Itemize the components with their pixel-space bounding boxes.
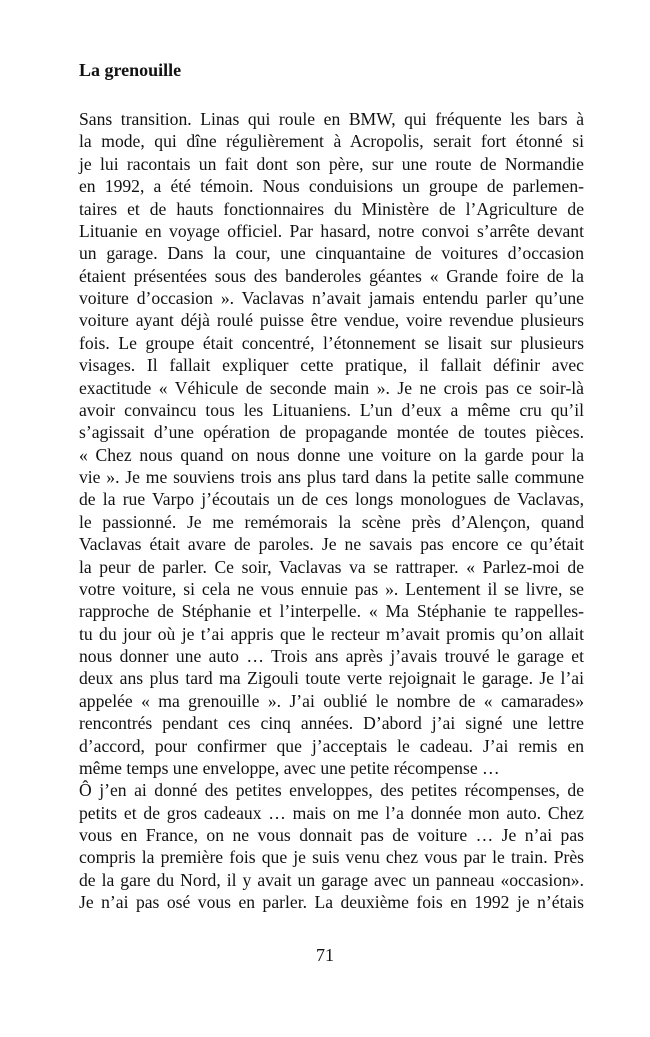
text-line: un garage. Dans la cour, une cinquantaine de voitures d’occasion (79, 243, 584, 264)
text-line: avoir convaincu tous les Lituaniens. L’un d’eux a même cru qu’il (79, 399, 584, 420)
text-line: vie ». Je me souviens trois ans plus tard dans la petite salle commune (79, 467, 584, 487)
text-line: Vaclavas était avare de paroles. Je ne savais pas encore ce qu’était (79, 534, 584, 555)
text-line: Sans transition. Linas qui roule en BMW, qui fréquente les bars à (79, 109, 584, 129)
text-line: même temps une enveloppe, avec une petite récompense … (79, 757, 500, 778)
text-line: de la gare du Nord, il y avait un garage avec un panneau «occasion». (79, 869, 584, 890)
text-line: voiture ayant déjà roulé puisse être vendue, voire revendue plusieurs (79, 310, 584, 331)
text-line: exactitude « Véhicule de seconde main ». Je ne crois pas ce soir-là (79, 377, 584, 398)
text-line: je lui racontais un fait dont son père, sur une route de Normandie (79, 153, 584, 174)
text-line: étaient présentées sous des banderoles géantes « Grande foire de la (79, 265, 584, 286)
body-text (79, 108, 584, 914)
text-line: tu du jour où je t’ai appris que le recteur m’avait promis qu’on allait (79, 623, 584, 644)
text-line: petits et de gros cadeaux … mais on me l’a donnée mon auto. Chez (79, 802, 584, 823)
text-line: la mode, qui dîne régulièrement à Acropolis, serait fort étonné si (79, 131, 584, 152)
section-title: La grenouille (79, 60, 182, 80)
text-line: rencontrés pendant ces cinq années. D’abord j’ai signé une lettre (79, 713, 584, 734)
text-line: Lituanie en voyage officiel. Par hasard, notre convoi s’arrête devant (79, 220, 584, 241)
text-line: votre voiture, si cela ne vous ennuie pas ». Lentement il se livre, se (79, 578, 584, 599)
text-line: « Chez nous quand on nous donne une voiture on la garde pour la (79, 444, 584, 465)
page-number: 71 (316, 945, 334, 965)
text-line: compris la première fois que je suis venu chez vous par le train. Près (79, 847, 584, 868)
text-line: rapproche de Stéphanie et l’interpelle. « Ma Stéphanie te rappelles- (79, 601, 584, 622)
text-line: Je n’ai pas osé vous en parler. La deuxième fois en 1992 je n’étais (79, 892, 584, 913)
text-line: d’accord, pour confirmer que j’acceptais le cadeau. J’ai remis en (79, 735, 584, 756)
text-line: fois. Le groupe était concentré, l’étonnement se lisait sur plusieurs (79, 332, 584, 353)
text-line: de la rue Varpo j’écoutais un de ces longs monologues de Vaclavas, (79, 489, 584, 510)
text-line: en 1992, a été témoin. Nous conduisions un groupe de parlemen- (79, 176, 584, 197)
text-line: s’agissait d’une opération de propagande montée de toutes pièces. (79, 422, 584, 443)
text-line: nous donner une auto … Trois ans après j’avais trouvé le garage et (79, 646, 584, 666)
text-line: taires et de hauts fonctionnaires du Ministère de l’Agriculture de (79, 198, 584, 219)
text-line: visages. Il fallait expliquer cette pratique, il fallait définir avec (79, 355, 584, 376)
text-line: voiture d’occasion ». Vaclavas n’avait jamais entendu parler qu’une (79, 288, 584, 308)
text-line: Ô j’en ai donné des petites enveloppes, des petites récompenses, de (79, 780, 584, 801)
text-line: la peur de parler. Ce soir, Vaclavas va se rattraper. « Parlez-moi de (79, 556, 584, 577)
text-line: vous en France, on ne vous donnait pas de voiture … Je n’ai pas (79, 825, 584, 845)
text-line: appelée « ma grenouille ». J’ai oublié le nombre de « camarades» (79, 690, 584, 711)
text-line: deux ans plus tard ma Zigouli toute verte rejoignait le garage. Je l’ai (79, 668, 584, 689)
text-line: le passionné. Je me remémorais la scène près d’Alençon, quand (79, 511, 584, 532)
